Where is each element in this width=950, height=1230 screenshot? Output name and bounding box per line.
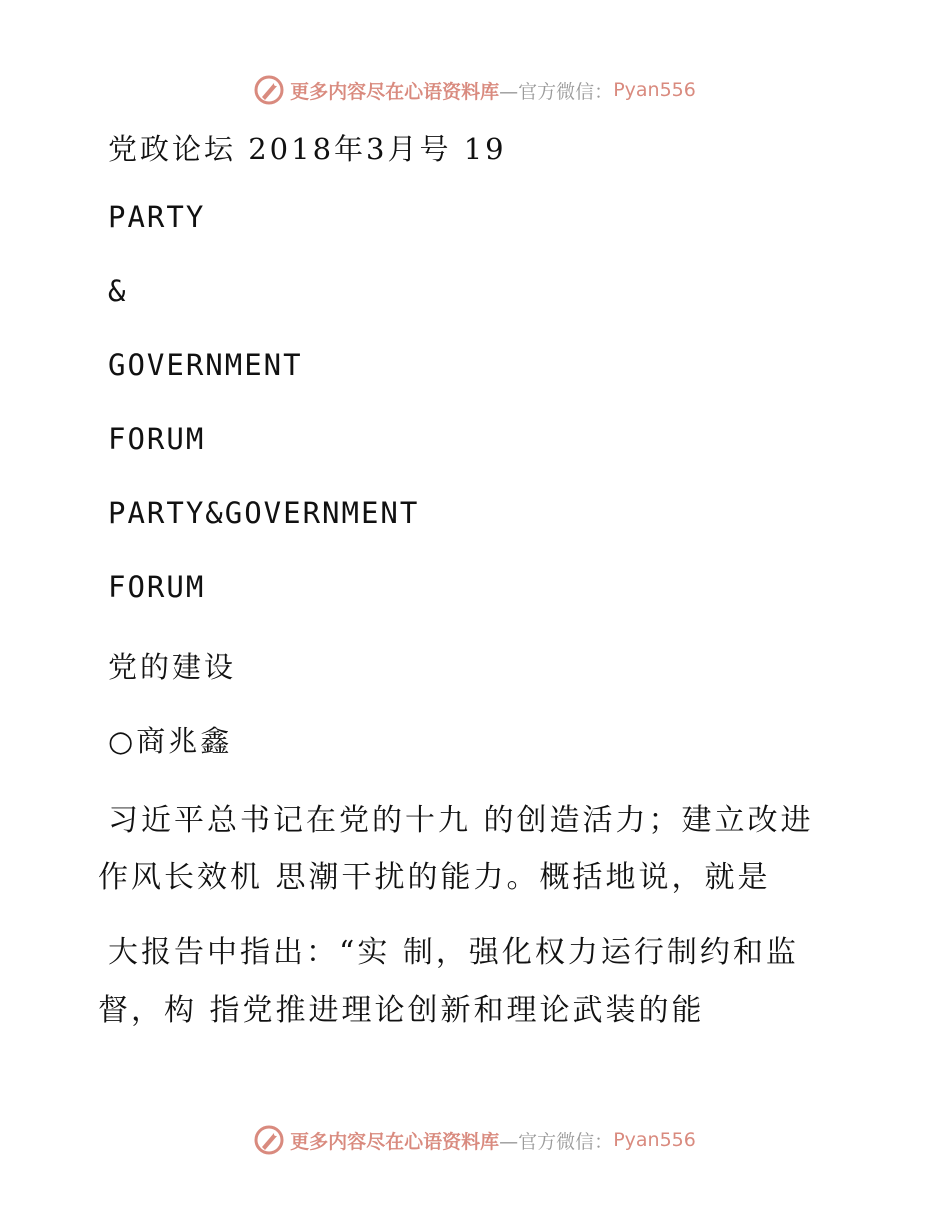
journal-name-government: GOVERNMENT [108,348,303,382]
journal-name-party: PARTY [108,200,206,234]
watermark-banner-top [0,70,950,110]
journal-issue-line: 党政论坛 2018年3月号 19 [108,132,507,166]
watermark-text: 更多内容尽在心语资料库 [290,80,500,103]
body-line-1: 习近平总书记在党的十九 的创造活力；建立改进 [108,803,814,838]
watermark-wechat-id: Pyan556 [613,79,696,101]
watermark-contact-label: —官方微信： [499,1130,614,1153]
section-title: 党的建设 [108,650,237,684]
author-name: ○商兆鑫 [108,724,233,758]
body-line-4: 督，构 指党推进理论创新和理论武装的能 [98,993,705,1028]
pen-logo-icon [254,1125,284,1155]
journal-name-forum: FORUM [108,422,206,456]
watermark-contact-label: —官方微信： [499,80,614,103]
watermark-wechat-id: Pyan556 [613,1129,696,1151]
watermark-text: 更多内容尽在心语资料库 [290,1130,500,1153]
body-line-2: 作风长效机 思潮干扰的能力。概括地说，就是 [98,860,771,895]
watermark-banner-bottom [0,1120,950,1160]
body-line-3: 大报告中指出：“实 制，强化权力运行制约和监 [108,935,799,970]
journal-name-combined: PARTY&GOVERNMENT [108,496,420,530]
journal-name-ampersand: & [108,274,128,308]
pen-logo-icon [254,75,284,105]
journal-name-forum-2: FORUM [108,570,206,604]
